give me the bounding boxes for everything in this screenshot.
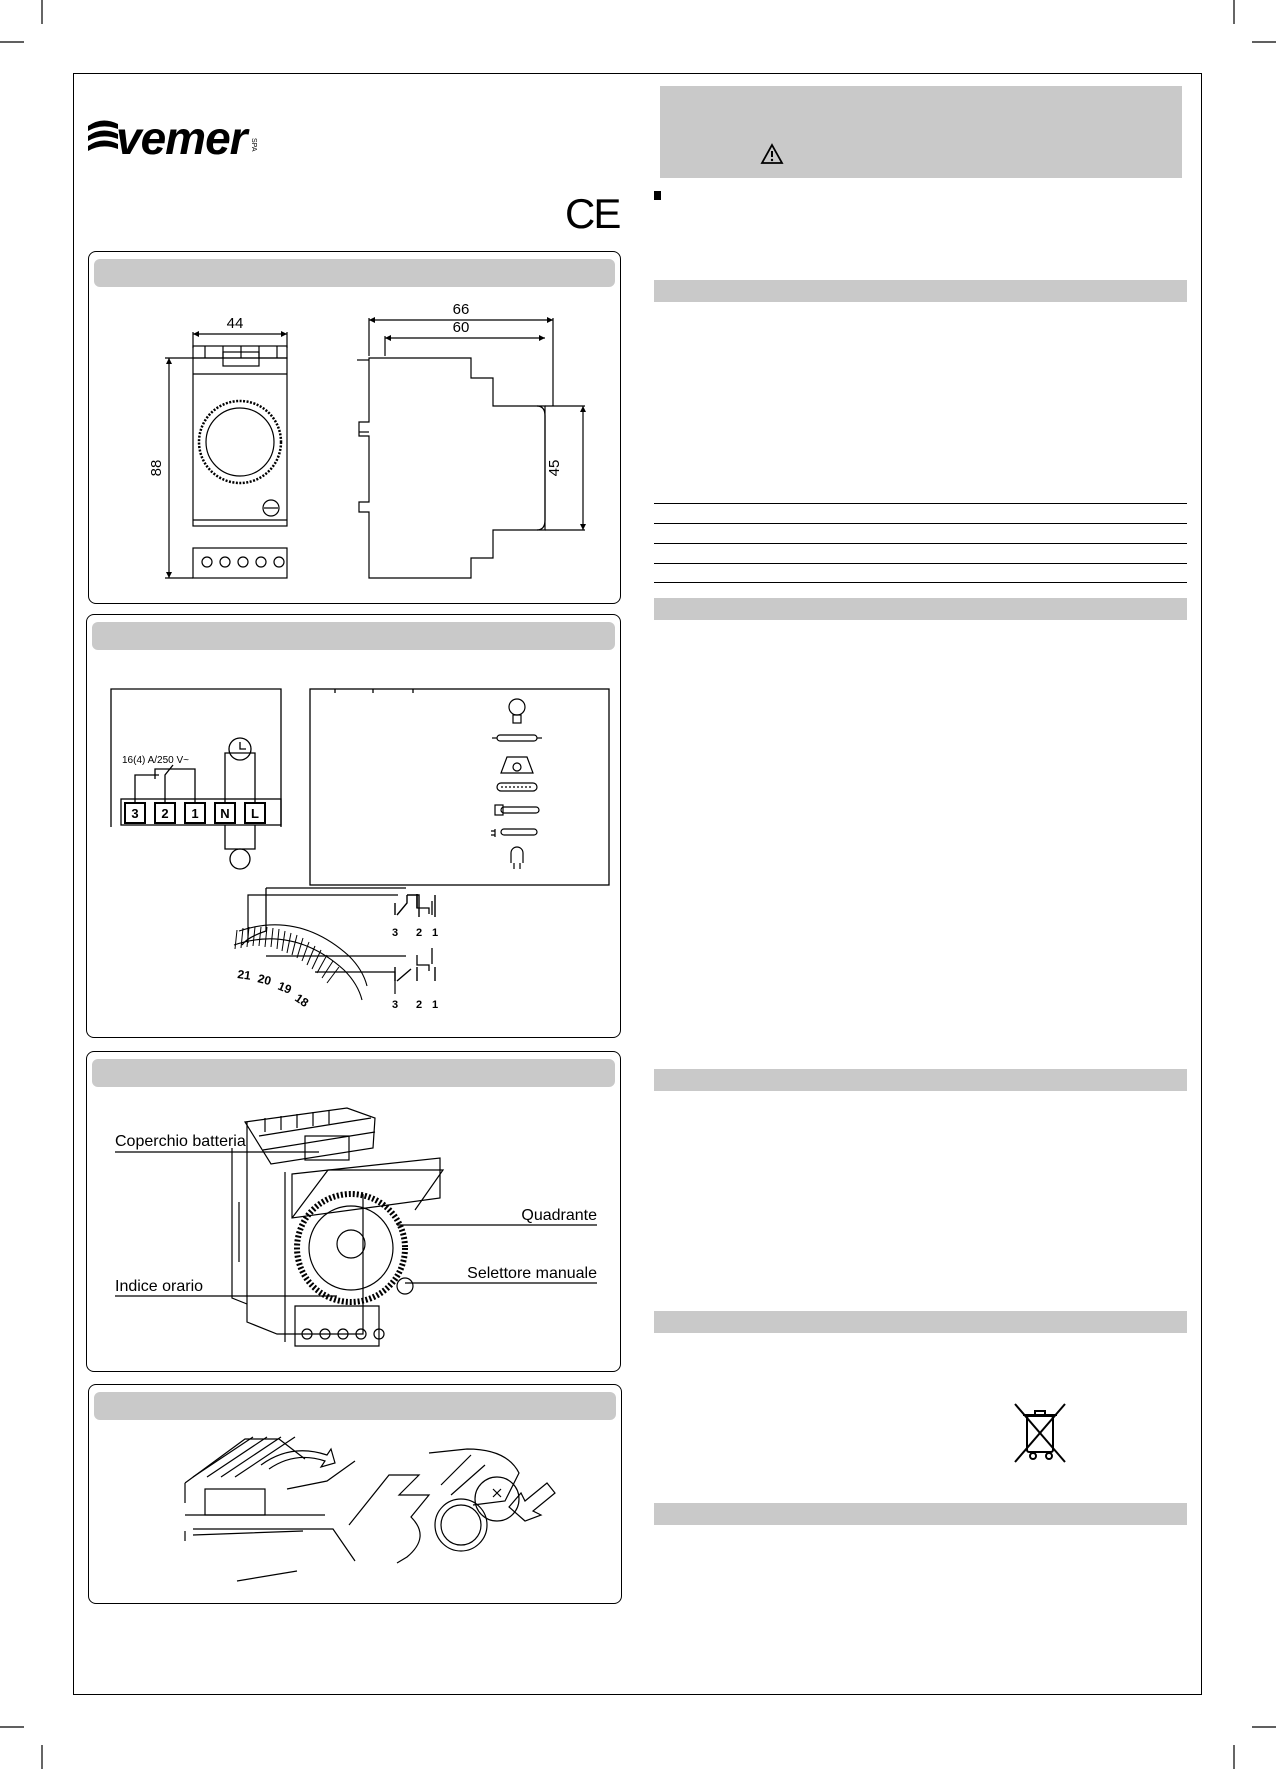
dim-depth-body: 60 xyxy=(452,319,470,336)
dial-hour: 19 xyxy=(275,978,294,997)
logo-text: vemer xyxy=(116,112,247,162)
terminal-3: 3 xyxy=(131,806,139,821)
rating-label: 16(4) A/250 V~ xyxy=(122,755,189,766)
contact-terminal: 3 xyxy=(391,999,399,1011)
manual-selector-label: Selettore manuale xyxy=(467,1265,597,1282)
battery-panel xyxy=(88,1384,622,1604)
section-bar-4 xyxy=(654,1311,1187,1333)
time-index-label: Indice orario xyxy=(115,1278,204,1295)
terminal-l: L xyxy=(251,806,259,821)
dim-width: 44 xyxy=(226,315,244,332)
dim-front-height: 45 xyxy=(546,459,563,477)
contact-terminal: 2 xyxy=(415,999,423,1011)
section-bar-2 xyxy=(654,598,1187,620)
contact-terminal: 2 xyxy=(415,927,423,939)
table-line xyxy=(654,543,1187,544)
bullet xyxy=(654,191,661,200)
header-box xyxy=(660,86,1182,178)
section-bar-1 xyxy=(654,280,1187,302)
dim-height: 88 xyxy=(148,459,165,477)
table-line xyxy=(654,563,1187,564)
logo-suffix: SPA xyxy=(250,138,257,152)
table-line xyxy=(654,582,1187,583)
dimensions-panel xyxy=(88,251,621,604)
dim-depth-total: 66 xyxy=(452,301,470,318)
dial-hour: 20 xyxy=(256,971,273,989)
halogen-linear-icon xyxy=(497,783,537,791)
warning-icon xyxy=(760,143,784,165)
table-line xyxy=(654,523,1187,524)
section-bar-5 xyxy=(654,1503,1187,1525)
device-parts-panel xyxy=(86,1051,621,1372)
terminal-2: 2 xyxy=(161,806,169,821)
halogen-spot-icon xyxy=(501,757,533,773)
wiring-panel xyxy=(86,614,621,1038)
brand-logo xyxy=(86,112,262,162)
weee-bin-icon xyxy=(1011,1402,1069,1464)
dial-hour: 21 xyxy=(236,967,252,983)
fluorescent-tube-icon xyxy=(491,829,537,837)
terminal-n: N xyxy=(220,806,230,821)
terminal-1: 1 xyxy=(191,806,199,821)
section-bar-3 xyxy=(654,1069,1187,1091)
incandescent-lamp-icon xyxy=(509,699,525,723)
dial-label: Quadrante xyxy=(521,1207,597,1224)
contact-terminal: 3 xyxy=(391,927,399,939)
tube-lamp-icon xyxy=(492,735,542,741)
ce-mark: CE xyxy=(565,190,620,237)
dial-hour: 18 xyxy=(292,990,312,1010)
battery-cover-label: Coperchio batteria xyxy=(115,1133,246,1150)
compact-fluorescent-icon xyxy=(495,805,539,815)
led-lamp-icon xyxy=(511,847,523,869)
contact-terminal: 1 xyxy=(431,999,439,1011)
table-line xyxy=(654,503,1187,504)
contact-terminal: 1 xyxy=(431,927,439,939)
